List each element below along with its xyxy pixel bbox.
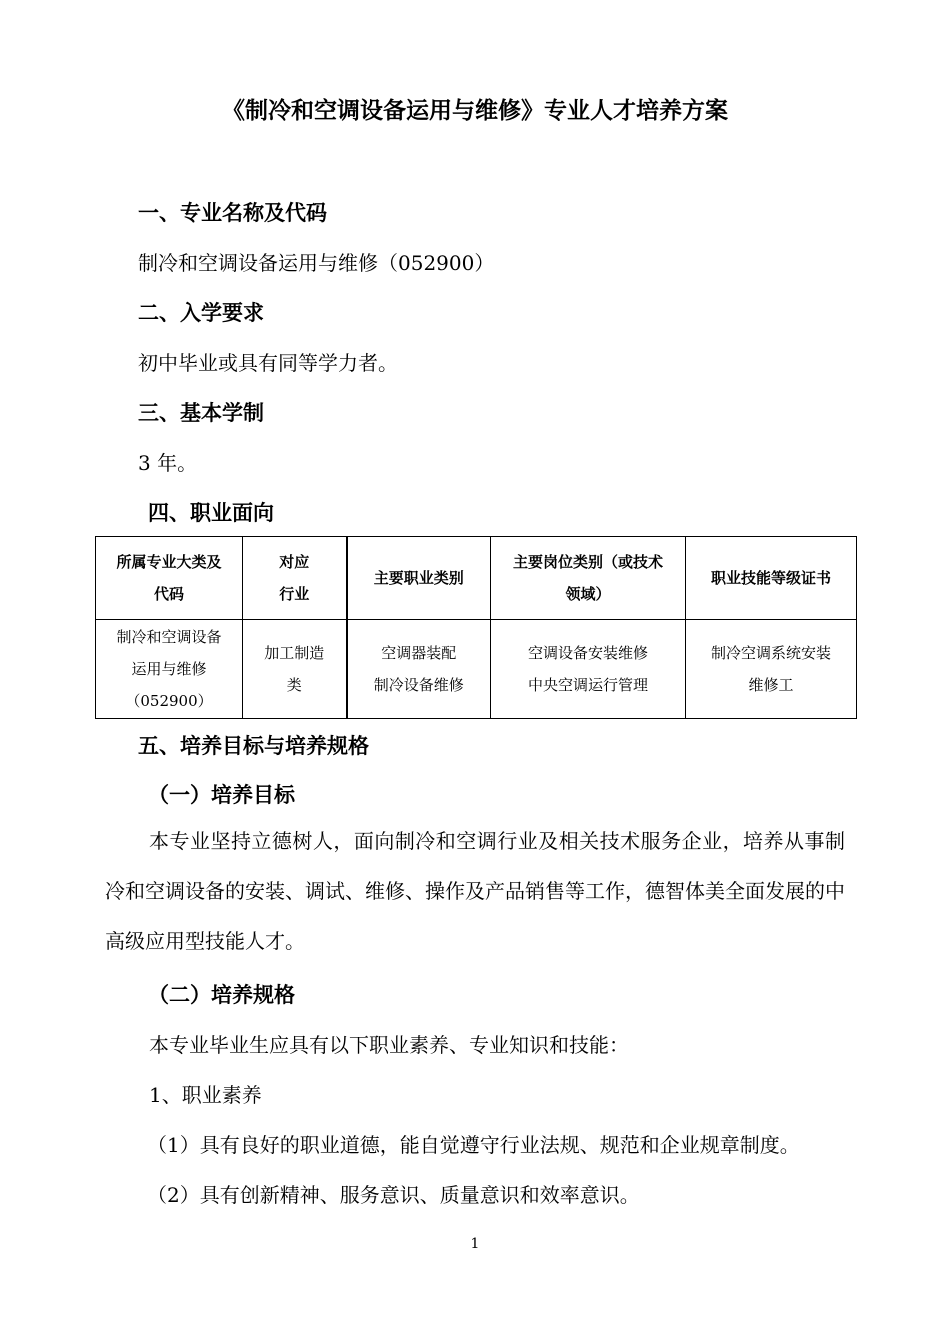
section-3-text: 3 年。	[138, 451, 198, 475]
career-table	[95, 536, 857, 719]
cell-certificate: 制冷空调系统安装 维修工	[686, 620, 857, 719]
table-header-row	[96, 537, 857, 620]
section-5-heading: 五、培养目标与培养规格	[138, 734, 369, 758]
cell-position: 空调设备安装维修 中央空调运行管理	[491, 620, 686, 719]
subsection-spec-heading: （二）培养规格	[148, 983, 295, 1007]
item-professional-quality: 1、职业素养	[149, 1083, 262, 1107]
item-1-2: （2）具有创新精神、服务意识、质量意识和效率意识。	[147, 1183, 640, 1207]
subsection-goal-heading: （一）培养目标	[148, 783, 295, 807]
goal-paragraph: 本专业坚持立德树人，面向制冷和空调行业及相关技术服务企业，培养从事制冷和空调设备的安装、调试、维修、操作及产品销售等工作，德智体美全面发展的中高级应用型技能人才。	[105, 829, 845, 953]
header-cell-position: 主要岗位类别（或技术 领域）	[491, 537, 686, 620]
header-cell-certificate: 职业技能等级证书	[686, 537, 857, 620]
cell-industry: 加工制造 类	[243, 620, 347, 719]
section-1-heading: 一、专业名称及代码	[138, 201, 327, 225]
section-3-heading: 三、基本学制	[138, 401, 264, 425]
section-1-text: 制冷和空调设备运用与维修（052900）	[138, 251, 495, 275]
spec-intro: 本专业毕业生应具有以下职业素养、专业知识和技能：	[149, 1033, 629, 1057]
section-2-heading: 二、入学要求	[138, 301, 264, 325]
section-4-heading: 四、职业面向	[148, 501, 274, 525]
header-cell-industry: 对应 行业	[243, 537, 347, 620]
header-cell-category: 所属专业大类及 代码	[96, 537, 243, 620]
item-1-1: （1）具有良好的职业道德，能自觉遵守行业法规、规范和企业规章制度。	[147, 1133, 800, 1157]
cell-category: 制冷和空调设备 运用与维修 （052900）	[96, 620, 243, 719]
page-number: 1	[470, 1236, 480, 1252]
document-title: 《制冷和空调设备运用与维修》专业人才培养方案	[222, 98, 728, 124]
table-row	[96, 620, 857, 719]
header-cell-occupation: 主要职业类别	[347, 537, 491, 620]
section-2-text: 初中毕业或具有同等学力者。	[138, 351, 398, 375]
cell-occupation: 空调器装配 制冷设备维修	[347, 620, 491, 719]
